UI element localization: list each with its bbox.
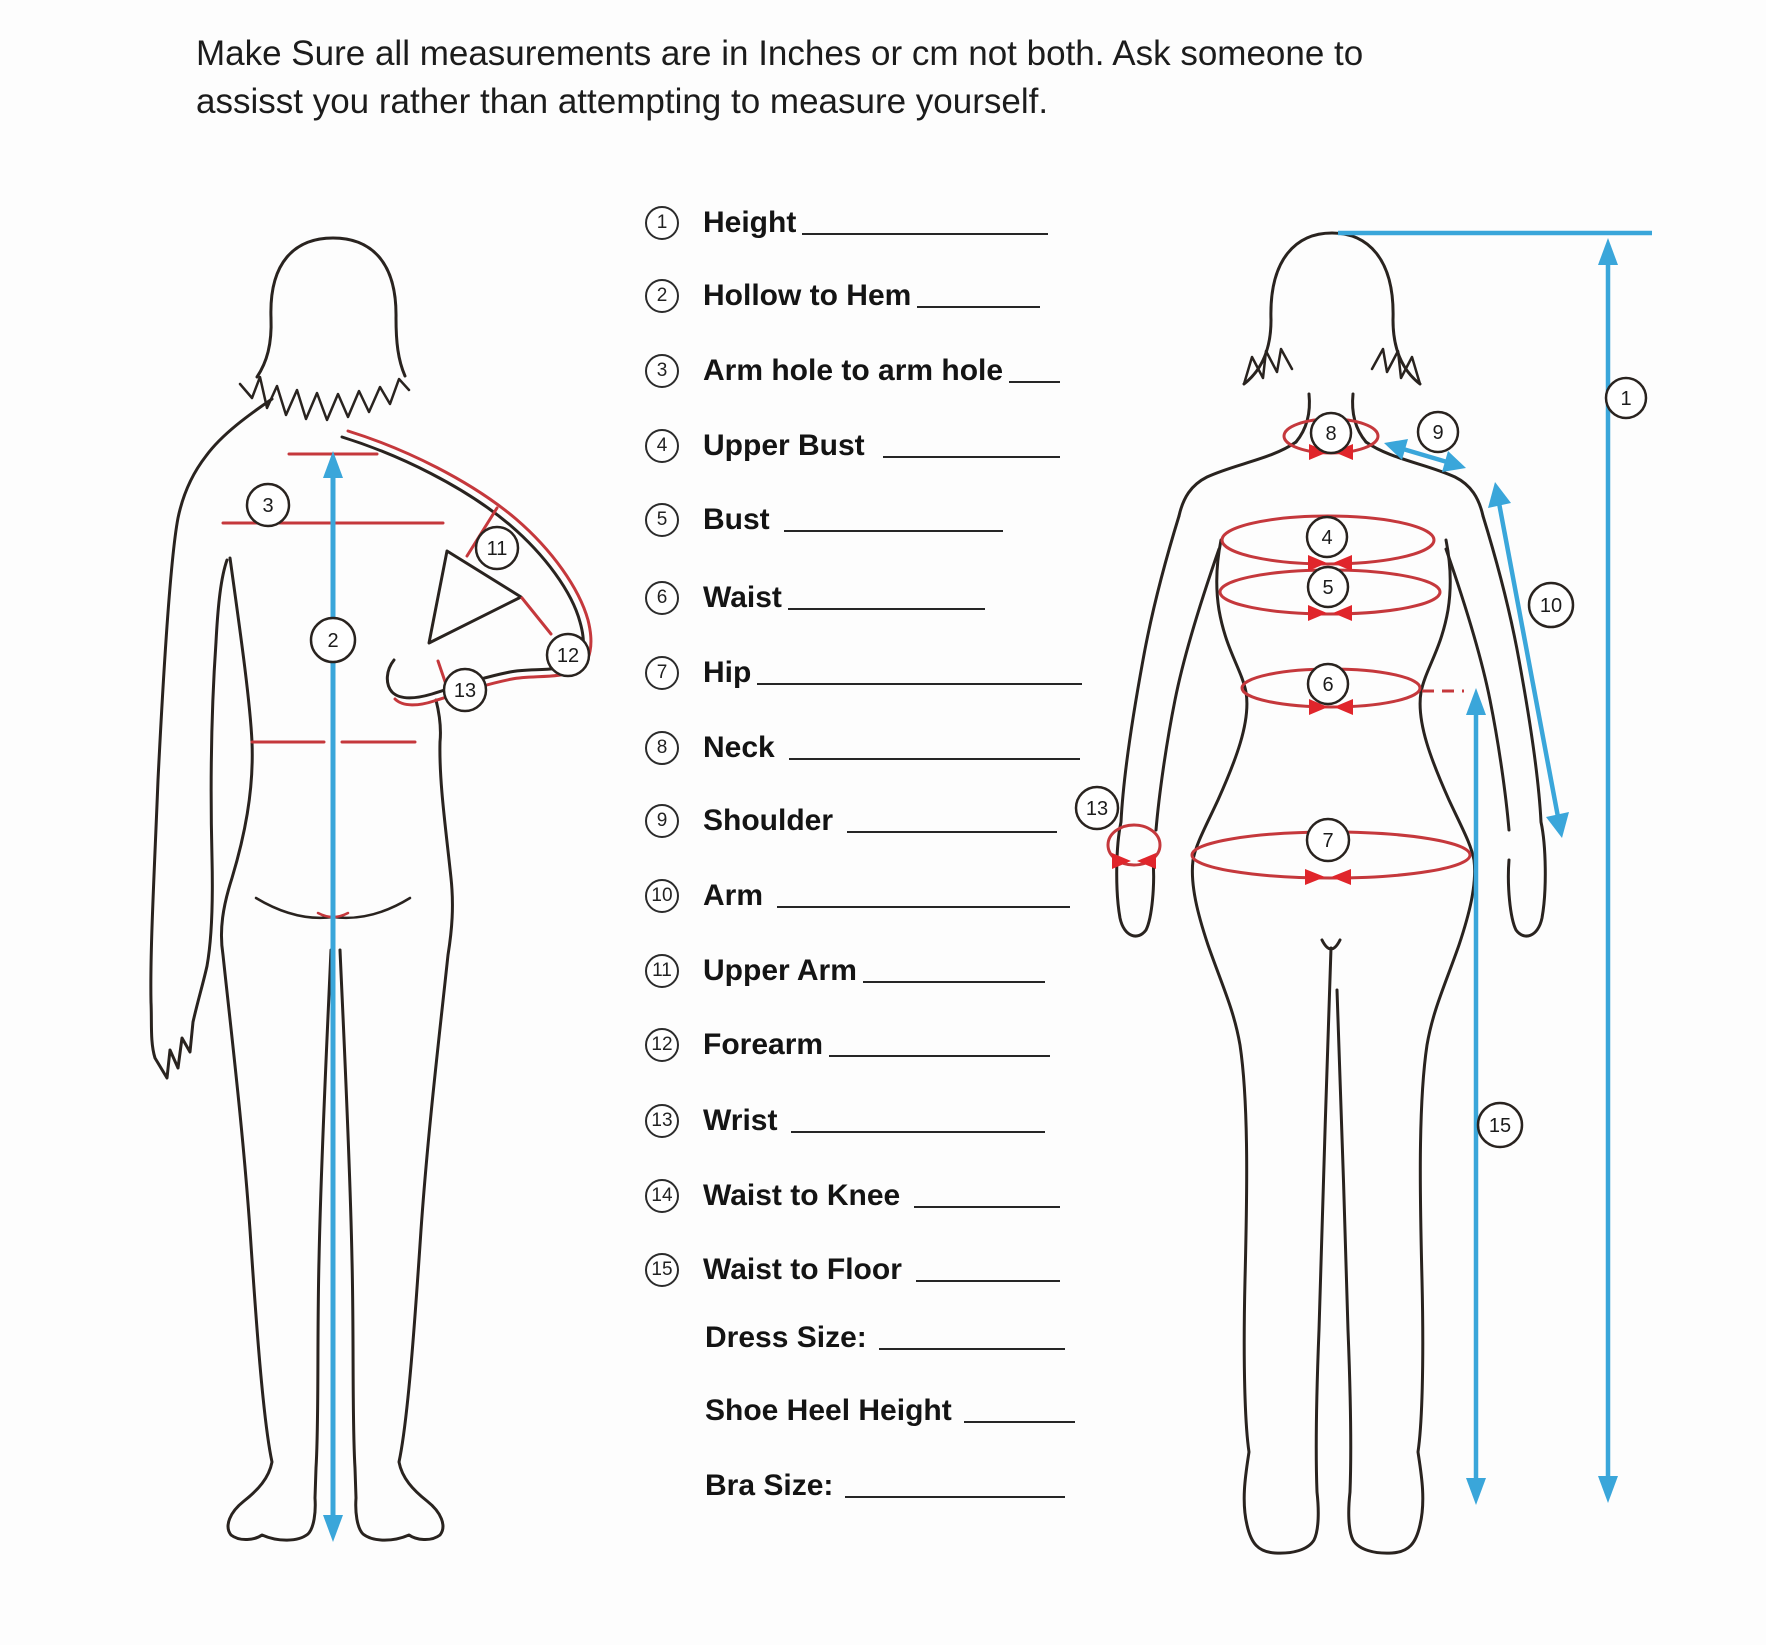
marker-hollow-to-hem-2 (311, 618, 355, 662)
elbow-divider (522, 598, 551, 634)
blank-field-line (791, 1131, 1045, 1133)
marker-wrist-back-13 (444, 669, 486, 711)
row-label: Shoulder (703, 804, 834, 837)
marker-waist-to-floor-15 (1478, 1103, 1522, 1147)
row-number-badge: 5 (645, 503, 679, 537)
svg-text:12: 12 (556, 645, 580, 667)
row-label: Bust (703, 503, 770, 536)
row-number-badge: 13 (645, 1104, 679, 1138)
svg-text:5: 5 (1322, 577, 1334, 599)
row-label: Wrist (703, 1104, 778, 1137)
blank-field-line (883, 456, 1060, 458)
row-hip (645, 648, 1082, 692)
marker-upper-bust-4 (1307, 517, 1347, 557)
hollow-to-hem-arrow (323, 451, 343, 1542)
blank-field-line (777, 906, 1070, 908)
row-number-badge: 12 (645, 1028, 679, 1062)
blank-field-line (829, 1055, 1050, 1057)
marker-shoulder-9 (1418, 412, 1458, 452)
row-label: Arm (703, 879, 764, 912)
svg-text:10: 10 (1539, 595, 1563, 617)
svg-text:15: 15 (1488, 1115, 1512, 1137)
svg-text:3: 3 (262, 495, 274, 517)
row-number-badge: 3 (645, 354, 679, 388)
marker-waist-6 (1308, 664, 1348, 704)
row-label: Arm hole to arm hole (703, 354, 1004, 387)
row-armhole (645, 346, 1060, 390)
row-number-badge: 15 (645, 1253, 679, 1287)
marker-hip-7 (1307, 819, 1349, 861)
row-number-badge: 7 (645, 656, 679, 690)
svg-text:6: 6 (1322, 674, 1334, 696)
row-upper-arm (645, 946, 1045, 990)
row-label: Waist to Knee (703, 1179, 901, 1212)
blank-field-line (1009, 381, 1060, 383)
row-waist (645, 573, 985, 617)
svg-text:9: 9 (1432, 422, 1444, 444)
blank-field-line (802, 233, 1048, 235)
waist-to-floor-arrow (1466, 688, 1486, 1505)
marker-upper-arm-11 (476, 527, 518, 569)
marker-armhole-3 (247, 484, 289, 526)
row-number-badge: 2 (645, 279, 679, 313)
svg-text:1: 1 (1620, 388, 1632, 410)
row-label: Upper Bust (703, 429, 865, 462)
row-label: Upper Arm (703, 954, 857, 987)
svg-text:11: 11 (486, 538, 508, 560)
marker-forearm-12 (547, 634, 589, 676)
blank-field-line (863, 981, 1045, 983)
blank-field-line (784, 530, 1003, 532)
row-number-badge: 9 (645, 804, 679, 838)
row-number-badge: 8 (645, 731, 679, 765)
row-shoulder (645, 796, 1057, 840)
svg-text:8: 8 (1325, 423, 1337, 445)
arm-arrow (1488, 482, 1569, 838)
svg-text:2: 2 (327, 630, 339, 652)
blank-field-line (789, 758, 1080, 760)
row-number-badge: 11 (645, 954, 679, 988)
marker-bust-5 (1308, 567, 1348, 607)
row-arm (645, 871, 1070, 915)
marker-height-1 (1606, 378, 1646, 418)
blank-field-line (788, 608, 985, 610)
row-height (645, 198, 1048, 242)
row-label: Hollow to Hem (703, 279, 912, 312)
row-number-badge: 4 (645, 429, 679, 463)
row-label: Bra Size: (705, 1469, 834, 1502)
blank-field-line (757, 683, 1082, 685)
row-label: Dress Size: (705, 1321, 867, 1354)
row-forearm (645, 1020, 1050, 1064)
row-hollow-to-hem (645, 271, 1040, 315)
blank-field-line (916, 1280, 1060, 1282)
row-label: Waist (703, 581, 782, 614)
row-label: Shoe Heel Height (705, 1394, 952, 1427)
row-label: Hip (703, 656, 752, 689)
instruction-text: Make Sure all measurements are in Inches or cm not both. Ask someone to assisst you rather than attempting to measure yourself. (196, 34, 1364, 121)
blank-field-line (845, 1496, 1065, 1498)
svg-text:4: 4 (1321, 527, 1333, 549)
row-waist-to-floor (645, 1245, 1060, 1289)
svg-text:13: 13 (1085, 798, 1109, 820)
blank-field-line (914, 1206, 1060, 1208)
row-dress-size (705, 1313, 1065, 1357)
blank-field-line (879, 1348, 1065, 1350)
marker-wrist-front-13 (1076, 787, 1118, 829)
row-number-badge: 1 (645, 206, 679, 240)
svg-text:7: 7 (1322, 830, 1334, 852)
row-bra-size (705, 1461, 1065, 1505)
row-wrist (645, 1096, 1045, 1140)
row-number-badge: 14 (645, 1179, 679, 1213)
row-shoe-heel-height (705, 1386, 1075, 1430)
row-number-badge: 10 (645, 879, 679, 913)
row-label: Waist to Floor (703, 1253, 902, 1286)
red-bowtie-arrows (1112, 444, 1353, 885)
back-figure-outline (151, 238, 583, 1540)
height-arrow (1338, 233, 1652, 1503)
marker-neck-8 (1311, 413, 1351, 453)
blank-field-line (917, 306, 1040, 308)
blank-field-line (847, 831, 1057, 833)
row-upper-bust (645, 421, 1060, 465)
row-bust (645, 495, 1003, 539)
row-number-badge: 6 (645, 581, 679, 615)
row-label: Forearm (703, 1028, 824, 1061)
marker-arm-10 (1529, 583, 1573, 627)
row-label: Neck (703, 731, 775, 764)
svg-text:13: 13 (453, 680, 477, 702)
front-figure-measure-lines (1108, 419, 1470, 878)
blank-field-line (964, 1421, 1075, 1423)
row-neck (645, 723, 1080, 767)
row-label: Height (703, 206, 797, 239)
row-waist-to-knee (645, 1171, 1060, 1215)
